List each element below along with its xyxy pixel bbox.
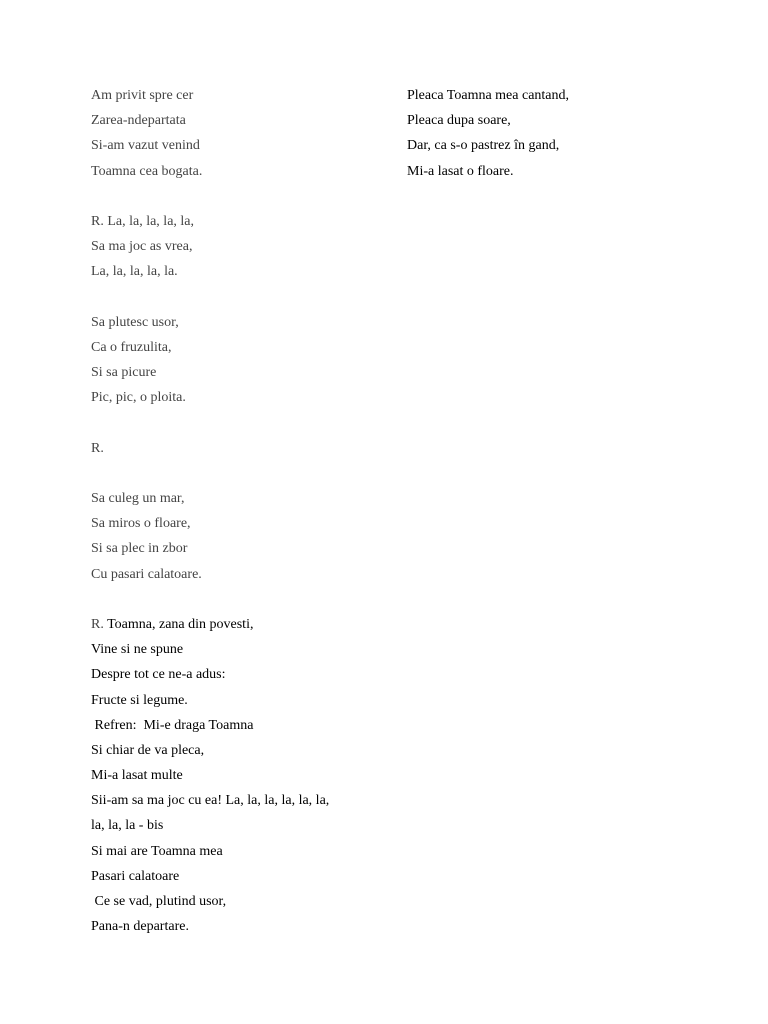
lyric-line: Sa plutesc usor,: [91, 314, 179, 330]
lyric-line: Pleaca dupa soare,: [407, 113, 511, 129]
lyric-line: Refren: Mi-e draga Toamna: [91, 717, 254, 733]
lyric-line: Pleaca Toamna mea cantand,: [407, 88, 570, 103]
lyric-line: [91, 612, 391, 637]
lyric-line: Despre tot ce ne-a adus:: [91, 667, 226, 683]
lyric-line: Ca o fruzulita,: [91, 339, 172, 355]
refrain-marker: R.: [91, 440, 104, 456]
lyric-line: Pic, pic, o ploita.: [91, 390, 186, 406]
stanza-gap: [91, 285, 391, 310]
lyric-line: Am privit spre cer: [91, 88, 194, 103]
left-column: [91, 83, 391, 939]
refrain-marker: R.: [91, 616, 104, 632]
stanza-gap: [91, 461, 391, 486]
refrain-line: R. La, la, la, la, la,: [91, 213, 195, 229]
lyric-line: Si chiar de va pleca,: [91, 742, 205, 758]
stanza-gap: [91, 410, 391, 435]
lyric-line: Si sa plec in zbor: [91, 541, 188, 557]
lyric-line: Sa miros o floare,: [91, 516, 191, 532]
lyric-text: Toamna, zana din povesti,: [103, 616, 254, 632]
stanza-gap: [91, 184, 391, 209]
lyric-line: Toamna cea bogata.: [91, 163, 203, 179]
lyric-line: Vine si ne spune: [91, 642, 184, 658]
lyric-line: Mi-a lasat multe: [91, 768, 183, 784]
lyric-line: Mi-a lasat o floare.: [407, 163, 514, 179]
refrain-line: La, la, la, la, la.: [91, 264, 178, 280]
lyric-line: Pana-n departare.: [91, 919, 189, 935]
lyric-line: Zarea-ndepartata: [91, 113, 186, 129]
lyric-line: Fructe si legume.: [91, 692, 188, 708]
lyric-line: Si mai are Toamna mea: [91, 843, 223, 859]
lyric-line: Sii-am sa ma joc cu ea! La, la, la, la, la, la,: [91, 793, 330, 809]
lyric-line: Ce se vad, plutind usor,: [91, 894, 227, 909]
lyric-line: Si-am vazut venind: [91, 138, 200, 154]
lyric-line: Pasari calatoare: [91, 868, 180, 884]
stanza-gap: [91, 587, 391, 612]
lyric-line: Si sa picure: [91, 365, 157, 381]
lyric-line: la, la, la - bis: [91, 818, 164, 834]
refrain-line: Sa ma joc as vrea,: [91, 239, 193, 255]
lyric-line: Cu pasari calatoare.: [91, 566, 202, 582]
lyric-line: Dar, ca s-o pastrez în gand,: [407, 138, 560, 154]
lyric-line: Sa culeg un mar,: [91, 491, 185, 506]
right-column: [407, 83, 727, 184]
